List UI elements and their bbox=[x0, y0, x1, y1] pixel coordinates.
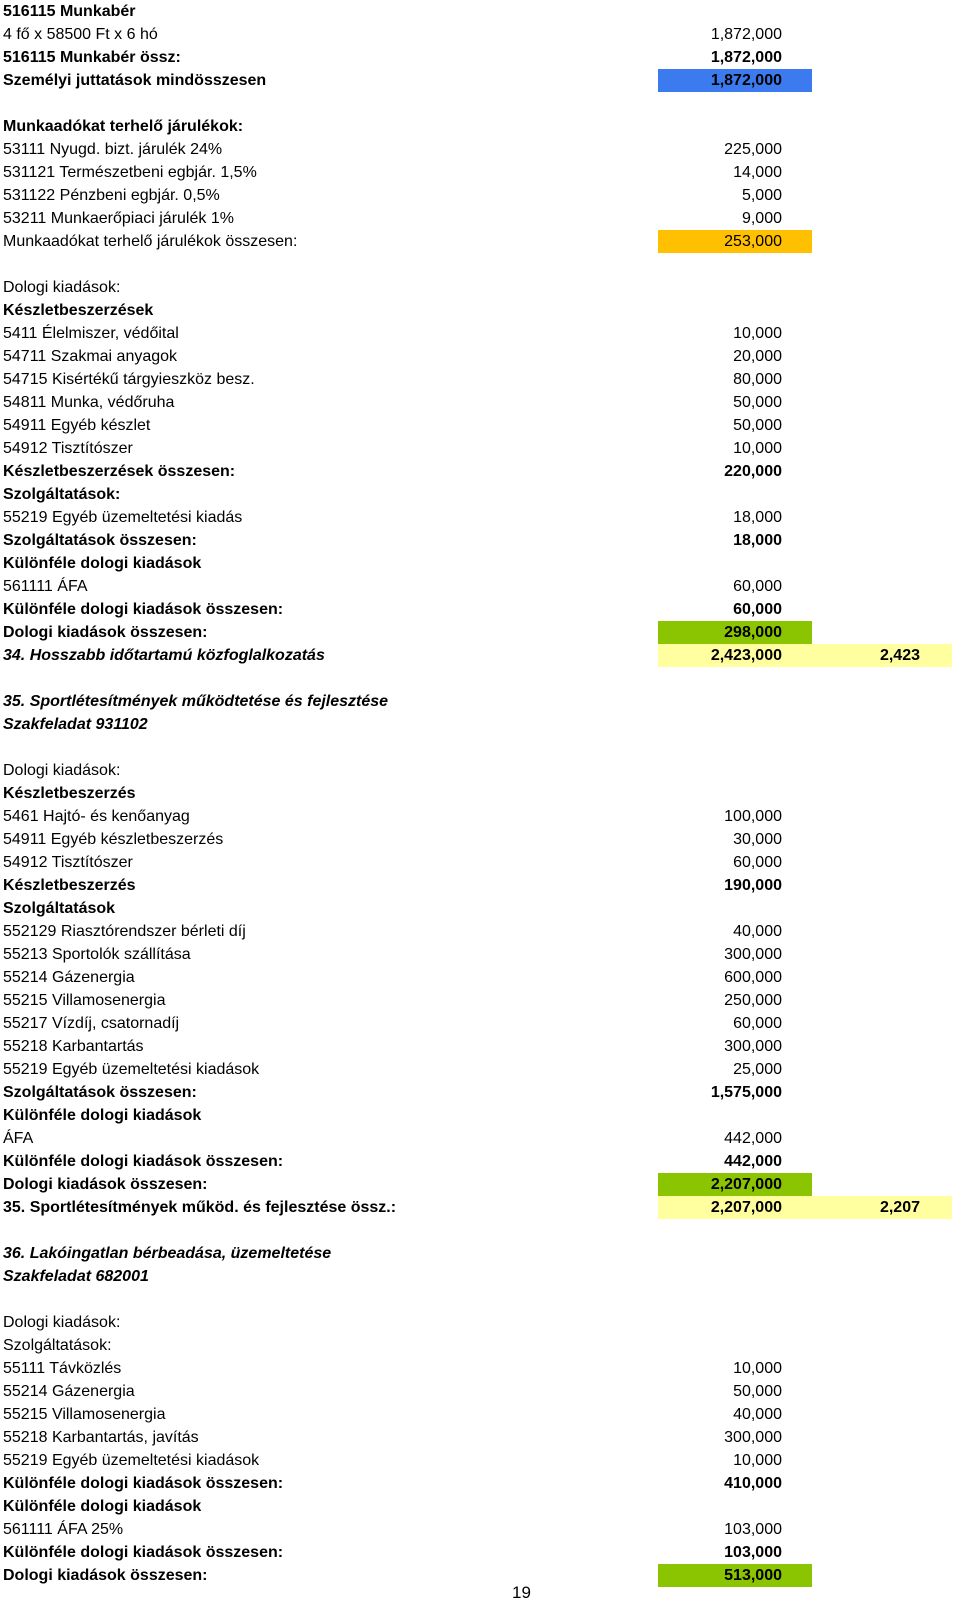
table-row bbox=[0, 1495, 960, 1518]
row-label: 53111 Nyugd. bizt. járulék 24% bbox=[3, 141, 223, 158]
row-label: Különféle dologi kiadások bbox=[3, 555, 202, 572]
row-amount: 190,000 bbox=[724, 877, 782, 894]
table-row bbox=[0, 161, 960, 184]
table-row bbox=[0, 1035, 960, 1058]
row-label: 55219 Egyéb üzemeltetési kiadások bbox=[3, 1452, 260, 1469]
row-amount: 300,000 bbox=[724, 1429, 782, 1446]
table-row bbox=[0, 1403, 960, 1426]
row-label: Készletbeszerzések bbox=[3, 302, 154, 319]
row-amount: 2,207,000 bbox=[710, 1199, 782, 1216]
table-row bbox=[0, 437, 960, 460]
row-label: 55214 Gázenergia bbox=[3, 1383, 135, 1400]
table-row bbox=[0, 713, 960, 736]
row-label: 516115 Munkabér össz: bbox=[3, 49, 181, 66]
table-row bbox=[0, 1058, 960, 1081]
table-row bbox=[0, 506, 960, 529]
row-label: 531121 Természetbeni egbjár. 1,5% bbox=[3, 164, 257, 181]
row-label: 54715 Kisértékű tárgyieszköz besz. bbox=[3, 371, 255, 388]
row-label: Dologi kiadások: bbox=[3, 762, 121, 779]
table-row bbox=[0, 1242, 960, 1265]
row-label: Különféle dologi kiadások összesen: bbox=[3, 1153, 284, 1170]
table-row bbox=[0, 207, 960, 230]
row-amount: 10,000 bbox=[733, 325, 782, 342]
row-amount: 40,000 bbox=[733, 1406, 782, 1423]
row-amount: 20,000 bbox=[733, 348, 782, 365]
table-row bbox=[0, 23, 960, 46]
table-row bbox=[0, 575, 960, 598]
table-row bbox=[0, 46, 960, 69]
table-row bbox=[0, 1334, 960, 1357]
table-row bbox=[0, 552, 960, 575]
row-label: Szolgáltatások összesen: bbox=[3, 1084, 197, 1101]
table-row bbox=[0, 943, 960, 966]
table-row bbox=[0, 782, 960, 805]
table-row bbox=[0, 460, 960, 483]
row-label: Szolgáltatások összesen: bbox=[3, 532, 197, 549]
row-label: 55219 Egyéb üzemeltetési kiadás bbox=[3, 509, 243, 526]
row-label: Szakfeladat 682001 bbox=[3, 1268, 149, 1285]
row-amount: 50,000 bbox=[733, 417, 782, 434]
row-label: Dologi kiadások: bbox=[3, 1314, 121, 1331]
row-amount-thousands: 2,207 bbox=[879, 1199, 920, 1216]
row-label: Dologi kiadások összesen: bbox=[3, 1567, 208, 1584]
row-label: 55218 Karbantartás bbox=[3, 1038, 144, 1055]
table-row bbox=[0, 391, 960, 414]
row-amount: 9,000 bbox=[741, 210, 782, 227]
row-amount: 80,000 bbox=[733, 371, 782, 388]
table-row bbox=[0, 1380, 960, 1403]
row-amount: 14,000 bbox=[733, 164, 782, 181]
row-label: 55219 Egyéb üzemeltetési kiadások bbox=[3, 1061, 260, 1078]
table-row bbox=[0, 759, 960, 782]
row-amount: 225,000 bbox=[724, 141, 782, 158]
row-label: 552129 Riasztórendszer bérleti díj bbox=[3, 923, 246, 940]
row-label: 55213 Sportolók szállítása bbox=[3, 946, 191, 963]
row-label: Szolgáltatások bbox=[3, 900, 116, 917]
row-label: 34. Hosszabb időtartamú közfoglalkozatás bbox=[3, 647, 325, 664]
table-row bbox=[0, 851, 960, 874]
table-row bbox=[0, 414, 960, 437]
row-label: Készletbeszerzés bbox=[3, 877, 136, 894]
row-label: Dologi kiadások összesen: bbox=[3, 1176, 208, 1193]
row-amount: 250,000 bbox=[724, 992, 782, 1009]
table-row bbox=[0, 897, 960, 920]
row-label: 55215 Villamosenergia bbox=[3, 992, 166, 1009]
row-amount: 100,000 bbox=[724, 808, 782, 825]
row-amount: 410,000 bbox=[724, 1475, 782, 1492]
row-amount: 442,000 bbox=[724, 1153, 782, 1170]
table-row bbox=[0, 529, 960, 552]
row-label: Szolgáltatások: bbox=[3, 1337, 112, 1354]
row-amount: 1,872,000 bbox=[710, 72, 782, 89]
row-label: 561111 ÁFA bbox=[3, 578, 88, 595]
row-label: Dologi kiadások összesen: bbox=[3, 624, 208, 641]
table-row bbox=[0, 874, 960, 897]
table-row bbox=[0, 0, 960, 23]
row-amount: 50,000 bbox=[733, 1383, 782, 1400]
row-label: Különféle dologi kiadások összesen: bbox=[3, 1544, 284, 1561]
row-label: Készletbeszerzés bbox=[3, 785, 136, 802]
table-row bbox=[0, 1472, 960, 1495]
row-label: 54711 Szakmai anyagok bbox=[3, 348, 178, 365]
row-label: 55217 Vízdíj, csatornadíj bbox=[3, 1015, 180, 1032]
row-label: Munkaadókat terhelő járulékok összesen: bbox=[3, 233, 298, 250]
row-label: 516115 Munkabér bbox=[3, 3, 136, 20]
table-row bbox=[0, 989, 960, 1012]
row-amount: 30,000 bbox=[733, 831, 782, 848]
table-row bbox=[0, 1104, 960, 1127]
table-row bbox=[0, 805, 960, 828]
row-label: 55215 Villamosenergia bbox=[3, 1406, 166, 1423]
row-amount: 103,000 bbox=[724, 1544, 782, 1561]
row-amount: 60,000 bbox=[733, 1015, 782, 1032]
page-number: 19 bbox=[512, 1583, 531, 1602]
row-label: Dologi kiadások: bbox=[3, 279, 121, 296]
row-amount: 442,000 bbox=[724, 1130, 782, 1147]
row-label: ÁFA bbox=[3, 1130, 34, 1147]
row-amount: 2,207,000 bbox=[710, 1176, 782, 1193]
row-amount: 1,872,000 bbox=[710, 49, 782, 66]
table-row bbox=[0, 483, 960, 506]
table-row bbox=[0, 828, 960, 851]
row-amount: 513,000 bbox=[724, 1567, 782, 1584]
row-amount: 300,000 bbox=[724, 1038, 782, 1055]
table-row bbox=[0, 115, 960, 138]
table-row bbox=[0, 69, 960, 92]
table-row bbox=[0, 368, 960, 391]
table-row bbox=[0, 690, 960, 713]
table-row bbox=[0, 230, 960, 253]
table-row bbox=[0, 1426, 960, 1449]
table-row bbox=[0, 299, 960, 322]
table-row bbox=[0, 1150, 960, 1173]
row-label: Munkaadókat terhelő járulékok: bbox=[3, 118, 244, 135]
row-amount: 298,000 bbox=[724, 624, 782, 641]
row-amount: 60,000 bbox=[733, 601, 782, 618]
row-label: Készletbeszerzések összesen: bbox=[3, 463, 236, 480]
table-row bbox=[0, 345, 960, 368]
row-label: 54811 Munka, védőruha bbox=[3, 394, 175, 411]
row-amount: 60,000 bbox=[733, 578, 782, 595]
table-row bbox=[0, 276, 960, 299]
table-row bbox=[0, 138, 960, 161]
row-label: Különféle dologi kiadások összesen: bbox=[3, 601, 284, 618]
row-label: Különféle dologi kiadások összesen: bbox=[3, 1475, 284, 1492]
row-label: Szolgáltatások: bbox=[3, 486, 121, 503]
table-row bbox=[0, 1311, 960, 1334]
table-row bbox=[0, 322, 960, 345]
row-amount-thousands: 2,423 bbox=[879, 647, 920, 664]
table-row bbox=[0, 1541, 960, 1564]
row-amount: 2,423,000 bbox=[710, 647, 782, 664]
table-row bbox=[0, 1081, 960, 1104]
row-amount: 18,000 bbox=[733, 509, 782, 526]
table-row bbox=[0, 1265, 960, 1288]
row-label: 55214 Gázenergia bbox=[3, 969, 135, 986]
table-row bbox=[0, 644, 960, 667]
row-amount: 5,000 bbox=[741, 187, 782, 204]
table-row bbox=[0, 1564, 960, 1587]
table-row bbox=[0, 1196, 960, 1219]
row-amount: 253,000 bbox=[724, 233, 782, 250]
row-amount: 25,000 bbox=[733, 1061, 782, 1078]
row-label: 36. Lakóingatlan bérbeadása, üzemeltetése bbox=[3, 1245, 332, 1262]
row-amount: 10,000 bbox=[733, 440, 782, 457]
table-row bbox=[0, 621, 960, 644]
table-row bbox=[0, 1127, 960, 1150]
row-amount: 18,000 bbox=[733, 532, 782, 549]
row-label: 4 fő x 58500 Ft x 6 hó bbox=[3, 26, 158, 43]
row-label: Szakfeladat 931102 bbox=[3, 716, 148, 733]
row-label: Különféle dologi kiadások bbox=[3, 1498, 202, 1515]
table-row bbox=[0, 1449, 960, 1472]
row-amount: 50,000 bbox=[733, 394, 782, 411]
row-amount: 1,575,000 bbox=[710, 1084, 782, 1101]
row-label: 35. Sportlétesítmények működ. és fejlesztése össz.: bbox=[3, 1199, 397, 1216]
row-label: 54912 Tisztítószer bbox=[3, 854, 133, 871]
row-label: 5461 Hajtó- és kenőanyag bbox=[3, 808, 190, 825]
table-row bbox=[0, 1357, 960, 1380]
row-amount: 220,000 bbox=[724, 463, 782, 480]
row-label: 54911 Egyéb készletbeszerzés bbox=[3, 831, 224, 848]
row-label: Személyi juttatások mindösszesen bbox=[3, 72, 267, 89]
row-label: 54912 Tisztítószer bbox=[3, 440, 133, 457]
row-label: 531122 Pénzbeni egbjár. 0,5% bbox=[3, 187, 220, 204]
row-amount: 600,000 bbox=[724, 969, 782, 986]
row-label: 53211 Munkaerőpiaci járulék 1% bbox=[3, 210, 234, 227]
row-amount: 300,000 bbox=[724, 946, 782, 963]
table-row bbox=[0, 1518, 960, 1541]
table-row bbox=[0, 184, 960, 207]
table-row bbox=[0, 598, 960, 621]
row-label: Különféle dologi kiadások bbox=[3, 1107, 202, 1124]
row-amount: 60,000 bbox=[733, 854, 782, 871]
row-amount: 103,000 bbox=[724, 1521, 782, 1538]
row-label: 5411 Élelmiszer, védőital bbox=[3, 325, 179, 342]
row-label: 54911 Egyéb készlet bbox=[3, 417, 151, 434]
table-row bbox=[0, 920, 960, 943]
row-label: 561111 ÁFA 25% bbox=[3, 1521, 124, 1538]
row-amount: 40,000 bbox=[733, 923, 782, 940]
row-amount: 10,000 bbox=[733, 1452, 782, 1469]
row-label: 55218 Karbantartás, javítás bbox=[3, 1429, 199, 1446]
row-amount: 1,872,000 bbox=[710, 26, 782, 43]
table-row bbox=[0, 966, 960, 989]
table-row bbox=[0, 1012, 960, 1035]
row-label: 55111 Távközlés bbox=[3, 1360, 122, 1377]
table-row bbox=[0, 1173, 960, 1196]
row-label: 35. Sportlétesítmények működtetése és fejlesztése bbox=[3, 693, 389, 710]
row-amount: 10,000 bbox=[733, 1360, 782, 1377]
